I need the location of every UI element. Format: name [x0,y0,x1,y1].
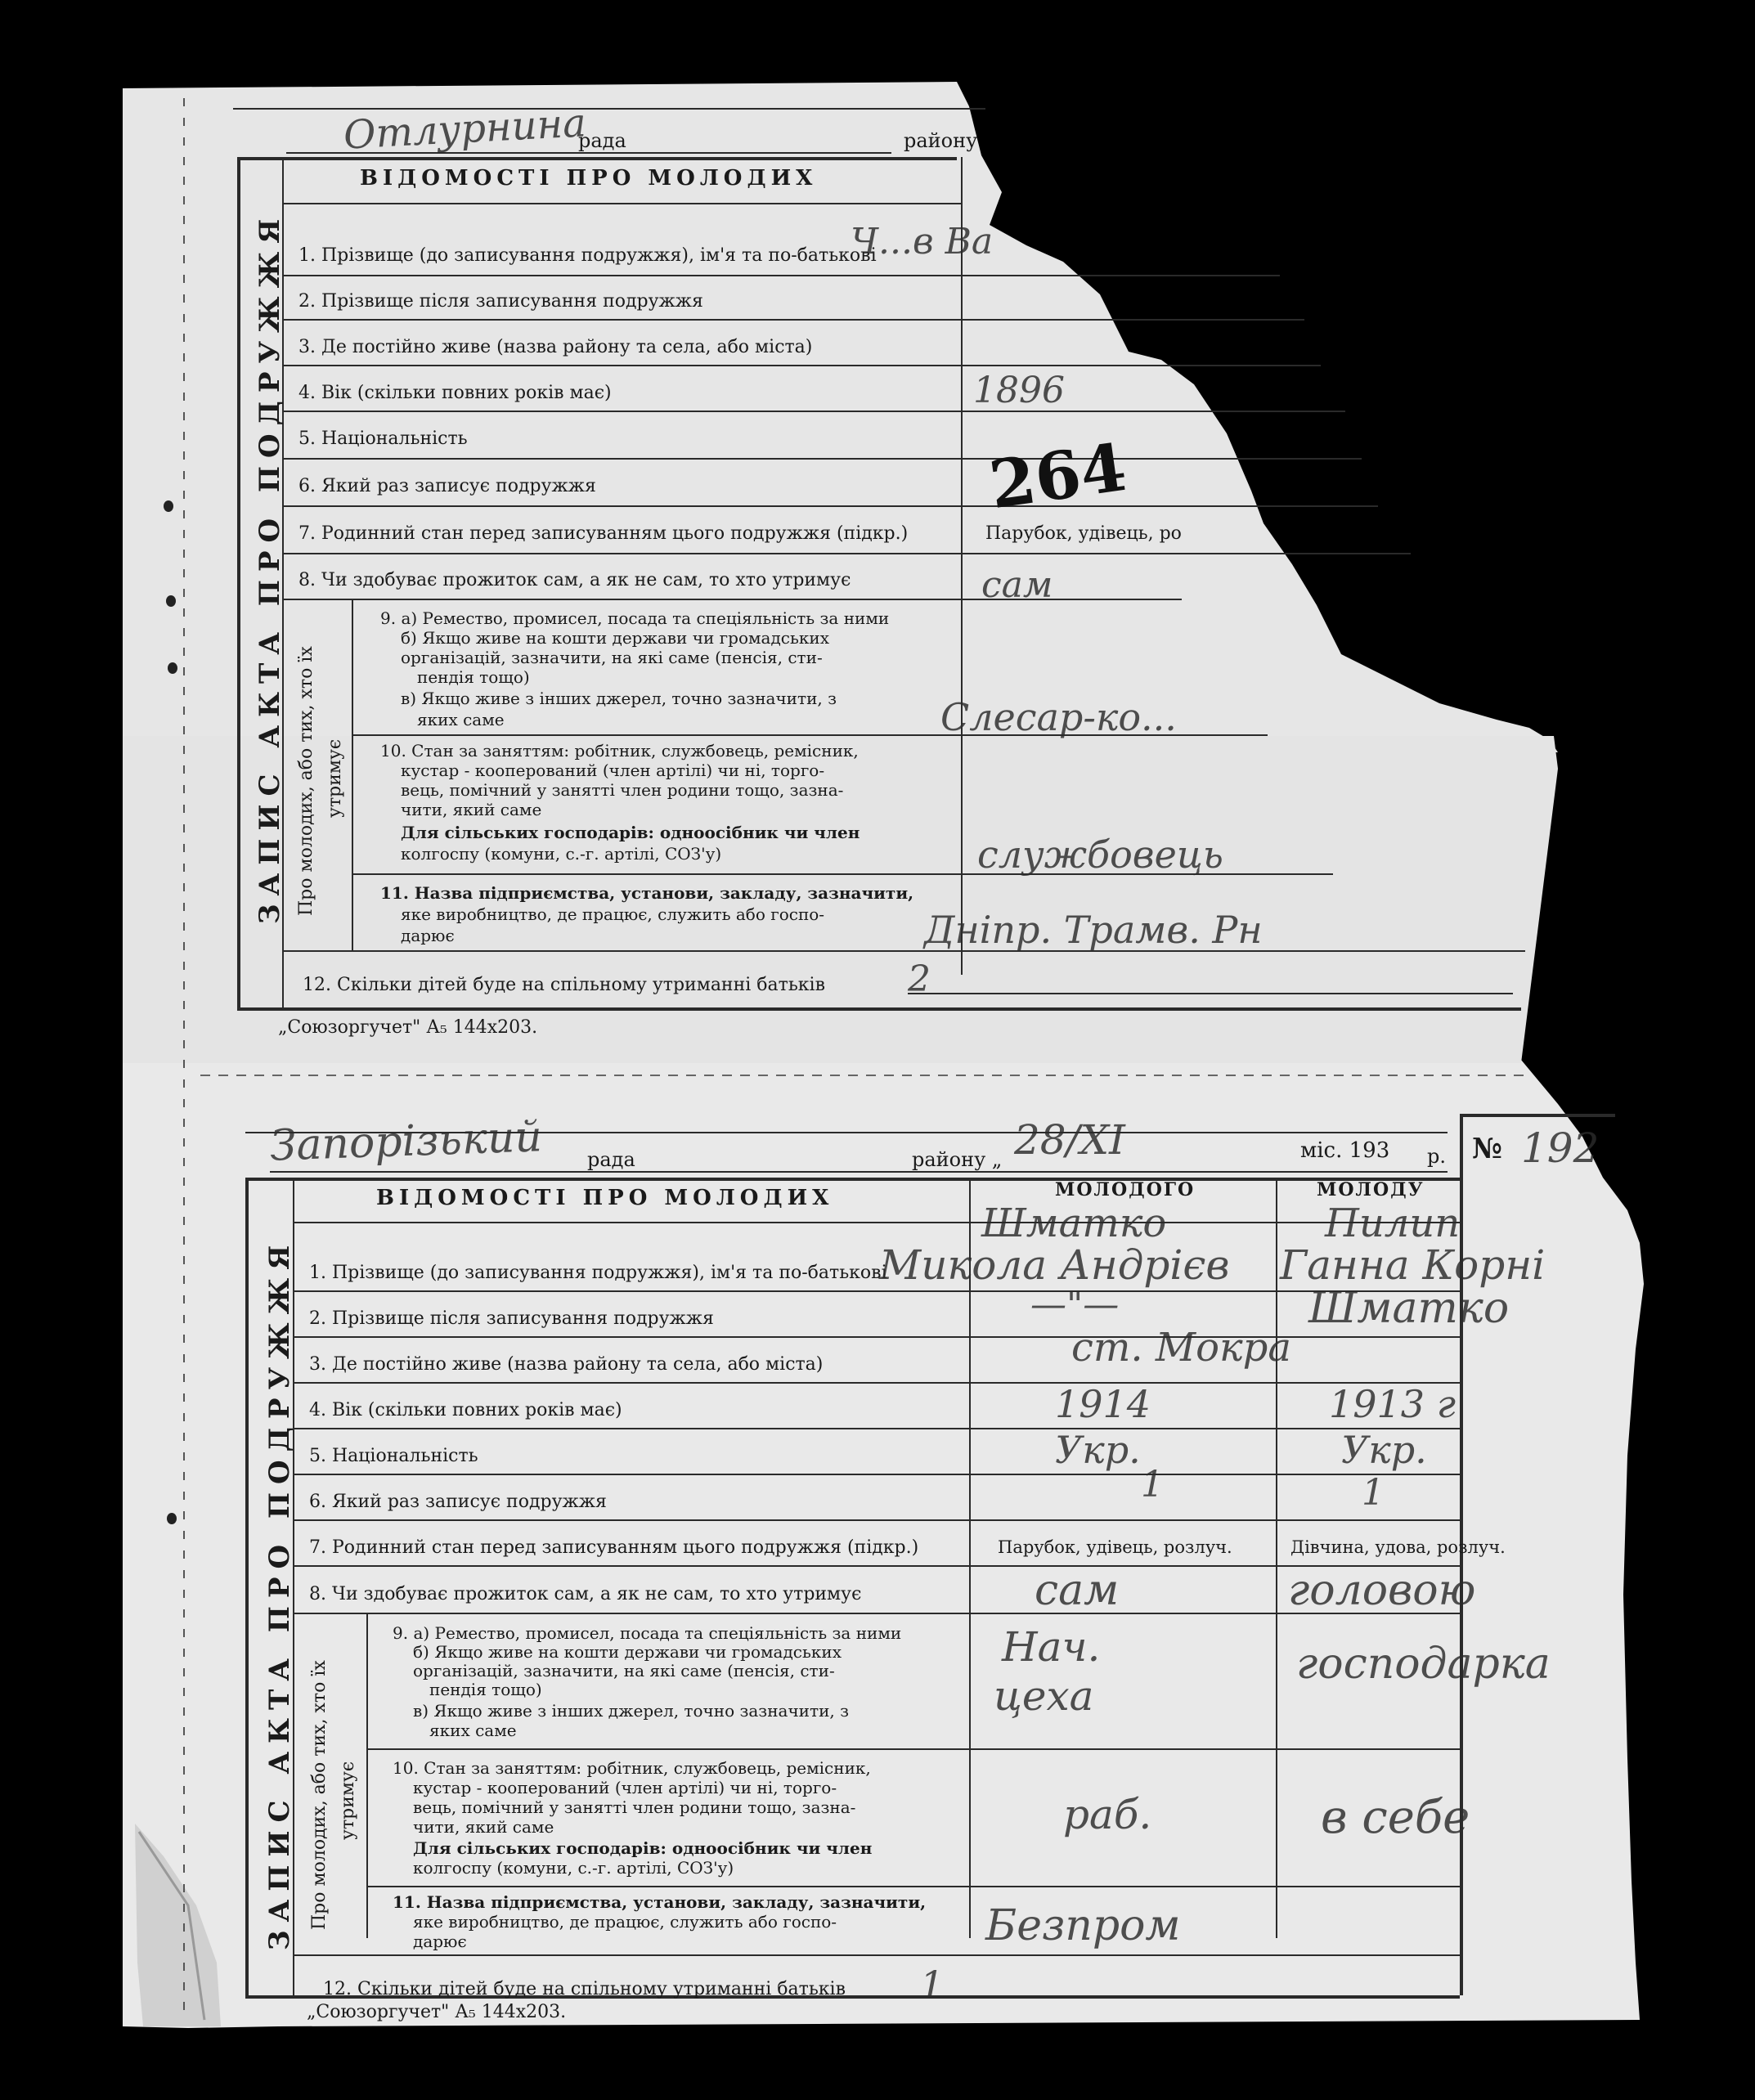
top-row-10-line: кустар - кооперований (член артілі) чи ні, торго- [401,761,825,780]
bottom-hand-groom-status: раб. [1063,1791,1152,1838]
top-sub-title-2: утримує [325,738,345,818]
bottom-hand-groom-after: —"— [1030,1284,1120,1326]
bottom-row-rule [293,1474,1460,1475]
top-row-10-line: вець, помічний у занятті член родини тощо, зазна- [401,780,844,800]
bottom-row-11-line: 11. Назва підприємства, установи, закладу, зазначити, [393,1892,927,1912]
bottom-handwritten-rada: Запорізький [269,1112,543,1171]
bottom-row-7: 7. Родинний стан перед записуванням цього подружжя (підкр.) [309,1537,919,1558]
top-publisher: „Союзоргучет" А₅ 144х203. [278,1017,538,1038]
bottom-number-box-top [1460,1114,1615,1117]
bottom-frame-top [245,1178,1460,1181]
bottom-row-2: 2. Прізвище після записування подружжя [309,1308,714,1329]
bottom-hand-groom-times: 1 [1141,1464,1164,1505]
bottom-hand-bride-status: в себе [1321,1791,1470,1844]
bottom-row-6: 6. Який раз записує подружжя [309,1492,607,1512]
bottom-row-10-line: чити, який саме [413,1817,554,1837]
bottom-r-label: р. [1427,1145,1446,1168]
bottom-row-rule [366,1748,1460,1750]
top-hand-r8: сам [981,564,1053,606]
bottom-hand-bride-name-1: Пилип [1325,1200,1461,1246]
bottom-row-7-bride: Дівчина, удова, розлуч. [1290,1537,1506,1557]
bottom-row-10-line: колгоспу (комуни, с.-г. артілі, СОЗ'у) [413,1858,734,1878]
bottom-number-box-left [1460,1114,1463,1181]
bottom-row-9-line: 9. а) Ремество, промисел, посада та спеціяльність за ними [393,1623,902,1643]
bottom-row-rule [293,1428,1460,1429]
top-row-4: 4. Вік (скільки повних років має) [298,383,612,403]
top-rada-label: рада [578,129,626,152]
top-rayon-label: району [904,129,978,152]
top-row-11-line: яке виробництво, де працює, служить або госпо- [401,904,825,924]
top-row-9-line: організацій, зазначити, на які саме (пенсія, сти- [401,648,823,667]
bottom-row-10-line: кустар - кооперований (член артілі) чи ні, торго- [413,1778,837,1797]
bottom-row-5: 5. Національність [309,1446,478,1466]
bottom-side-title: ЗАПИС АКТА ПРО ПОДРУЖЖЯ [263,1236,296,1950]
top-row-2: 2. Прізвище після записування подружжя [298,291,703,312]
bottom-row-rule [293,1565,1460,1567]
bottom-publisher: „Союзоргучет" А₅ 144х203. [307,2002,567,2022]
bottom-col-groom-header: МОЛОДОГО [1055,1179,1196,1200]
top-row-9-line: 9. а) Ремество, промисел, посада та спеціяльність за ними [380,608,890,628]
bottom-hand-groom-name-1: Шматко [981,1200,1167,1246]
top-row-11-line: 11. Назва підприємства, установи, закладу, зазначити, [380,883,914,903]
bottom-sub-title-2: утримує [338,1761,358,1840]
bottom-row-9-line: в) Якщо живе з інших джерел, точно зазначити, з [413,1701,850,1721]
bottom-hand-bride-support: головою [1288,1566,1476,1615]
bottom-row-11-line: яке виробництво, де працює, служить або госпо- [413,1912,837,1932]
bottom-row-3: 3. Де постійно живе (назва району та села, або міста) [309,1354,824,1375]
top-hand-r1: Ч...в Ва [851,221,994,262]
bottom-hand-groom-nat: Укр. [1055,1428,1141,1472]
bottom-row-rule [293,1382,1460,1384]
bottom-row-9-line: організацій, зазначити, на які саме (пенсія, сти- [413,1661,835,1680]
top-heading: ВІДОМОСТІ ПРО МОЛОДИХ [360,166,818,191]
bottom-row-9-line: яких саме [429,1721,517,1740]
top-hand-r10: службовець [977,832,1223,877]
bottom-hand-children: 1 [920,1963,945,2007]
top-hand-r11: Дніпр. Трамв. Рн [924,908,1263,952]
bottom-row-rule [293,1613,1460,1614]
bottom-row-7-groom: Парубок, удівець, розлуч. [998,1537,1232,1557]
bottom-heading: ВІДОМОСТІ ПРО МОЛОДИХ [376,1186,834,1210]
bottom-mis-label: міс. 193 [1300,1138,1390,1163]
top-row-7: 7. Родинний стан перед записуванням цього подружжя (підкр.) [298,523,909,544]
bottom-row-rule [293,1954,1460,1956]
bottom-row-1: 1. Прізвище (до записування подружжя), ім'я та по-батькові [309,1263,887,1283]
top-hand-r4: 1896 [973,370,1065,411]
top-row-3: 3. Де постійно живе (назва району та села, або міста) [298,337,813,357]
top-hand-r9: Слесар-ко... [940,695,1177,739]
bottom-sub-left [366,1613,368,1938]
top-row-10-line: 10. Стан за заняттям: робітник, службовець, ремісник, [380,741,859,761]
top-hand-number: 264 [985,428,1131,524]
bottom-row-4: 4. Вік (скільки повних років має) [309,1400,622,1420]
bottom-row-10-line: вець, помічний у занятті член родини тощо, зазна- [413,1797,856,1817]
bottom-hand-bride-nat: Укр. [1341,1428,1427,1472]
bottom-hand-residence: ст. Мокра [1071,1325,1291,1371]
bottom-hand-groom-occ-2: цеха [994,1672,1094,1720]
top-row-9-line: в) Якщо живе з інших джерел, точно зазначити, з [401,689,837,708]
top-row-10-line: Для сільських господарів: одноосібник чи член [401,823,860,842]
bottom-hand-groom-work: Безпром [985,1901,1181,1950]
bottom-number-label: № [1472,1133,1502,1165]
bottom-hand-bride-name-2: Ганна Корні [1280,1241,1546,1289]
top-row-6: 6. Який раз записує подружжя [298,476,596,496]
bottom-row-10-line: Для сільських господарів: одноосібник чи член [413,1838,873,1858]
bottom-row-rule [366,1886,1460,1887]
bottom-hand-bride-after: Шматко [1308,1284,1510,1333]
top-row-9-line: яких саме [417,710,505,729]
top-side-title: ЗАПИС АКТА ПРО ПОДРУЖЖЯ [254,210,286,924]
bottom-header-rule [245,1132,1448,1133]
bottom-rayon-label: району „ [912,1148,1003,1171]
bottom-col-bride-header: МОЛОДУ [1317,1179,1425,1200]
bottom-rada-dotline [270,1171,1448,1173]
top-row-10-line: колгоспу (комуни, с.-г. артілі, СОЗ'у) [401,844,722,864]
bottom-row-9-line: пендія тощо) [429,1680,542,1699]
bottom-number-hand: 192 [1521,1124,1600,1172]
top-hand-r12: 2 [908,958,931,1000]
top-row-1: 1. Прізвище (до записування подружжя), ім'я та по-батькові [298,245,877,266]
top-sub-title-1: Про молодих, або тих, хто їх [296,646,316,916]
bottom-hand-bride-age: 1913 г [1329,1382,1456,1426]
top-row-12: 12. Скільки дітей буде на спільному утриманні батьків [303,975,825,995]
bottom-hand-groom-age: 1914 [1055,1382,1151,1426]
bottom-date-hand: 28/XI [1014,1116,1125,1164]
bottom-row-12: 12. Скільки дітей буде на спільному утриманні батьків [323,1979,846,1999]
top-row-5: 5. Національність [298,429,468,449]
bottom-row-9-line: б) Якщо живе на кошти держави чи громадських [413,1642,842,1662]
bottom-hand-groom-occ-1: Нач. [1002,1623,1101,1671]
top-row-7-value: Парубок, удівець, ро [985,523,1182,544]
bottom-hand-bride-occ: господарка [1296,1640,1551,1689]
bottom-sub-title-1: Про молодих, або тих, хто їх [309,1660,330,1930]
top-row-11-line: дарює [401,926,455,945]
bottom-row-rule [293,1290,1460,1292]
bottom-row-10-line: 10. Стан за заняттям: робітник, службовець, ремісник, [393,1758,871,1778]
bottom-row-8: 8. Чи здобуває прожиток сам, а як не сам, то хто утримує [309,1584,862,1604]
bottom-hand-bride-times: 1 [1362,1472,1385,1514]
top-row-9-line: б) Якщо живе на кошти держави чи громадських [401,628,829,648]
bottom-heading-rule [293,1222,1460,1223]
top-handwritten-rada: Отлурнина [342,100,588,159]
bottom-row-11-line: дарює [413,1932,467,1951]
top-row-9-line: пендія тощо) [417,667,530,687]
bottom-frame-left [245,1178,249,1995]
top-row-8: 8. Чи здобуває прожиток сам, а як не сам, то хто утримує [298,570,851,590]
bottom-rada-label: рада [587,1148,635,1171]
top-row-10-line: чити, який саме [401,800,542,819]
bottom-row-rule [293,1519,1460,1521]
bottom-hand-groom-support: сам [1035,1566,1120,1615]
bottom-hand-groom-name-2: Микола Андрієв [879,1241,1230,1289]
